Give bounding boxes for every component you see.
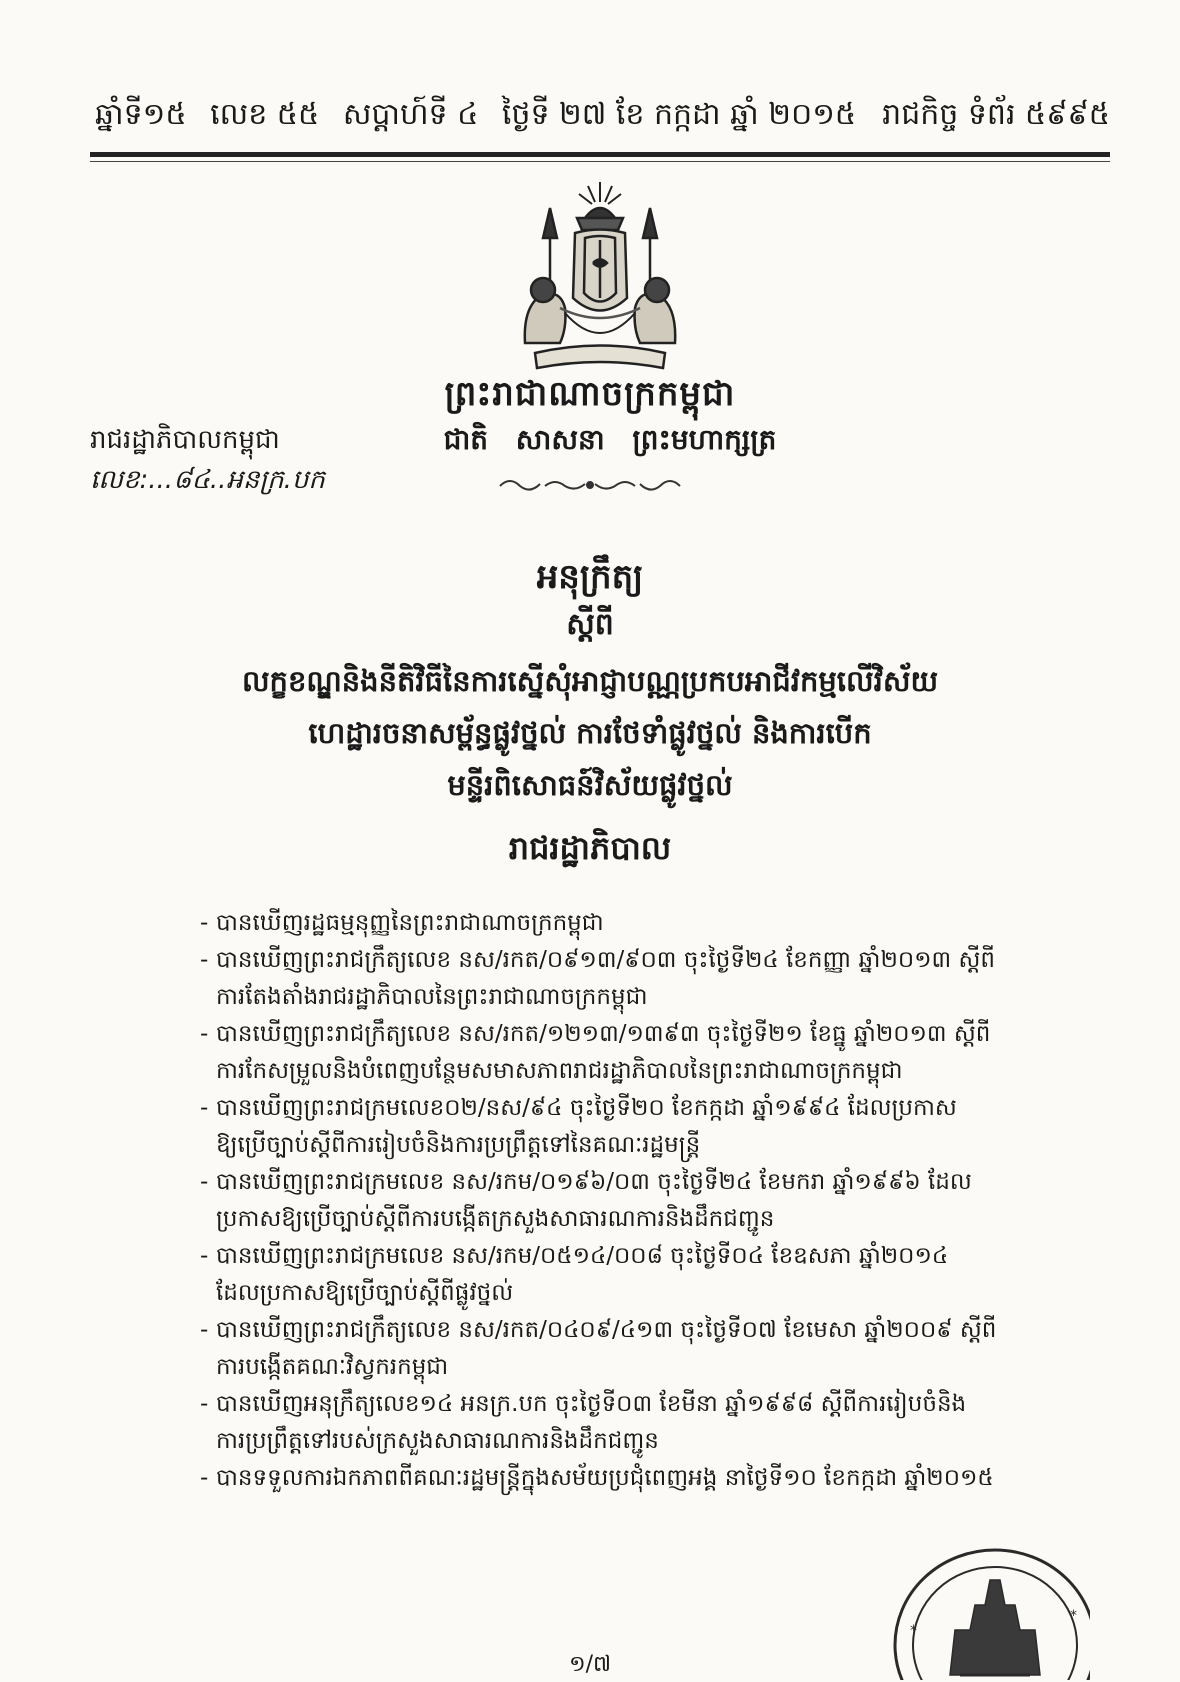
document-about: ស្តីពី — [566, 607, 614, 642]
recital-item — [200, 1238, 1025, 1312]
recital-line: ដែលប្រកាសឱ្យប្រើច្បាប់ស្តីពីផ្លូវថ្នល់ — [216, 1280, 514, 1306]
gazette-publication: រាជកិច្ច — [882, 97, 959, 132]
recital-item — [200, 1164, 1025, 1238]
gazette-date: ថ្ងៃទី ២៧ ខែ កក្កដា ឆ្នាំ ២០១៥ — [501, 97, 857, 132]
subject-line: ហេដ្ឋារចនាសម្ព័ន្ធផ្លូវថ្នល់ ការថែទាំផ្លូវថ្នល់ និងការបើក — [308, 716, 872, 750]
svg-text:*: * — [1070, 1608, 1077, 1624]
recital-item — [200, 1016, 1025, 1090]
motto-nation: ជាតិ — [443, 423, 489, 456]
gazette-issue-info — [95, 95, 870, 139]
header-rule — [90, 152, 1110, 157]
recital-line: ការតែងតាំងរាជរដ្ឋាភិបាលនៃព្រះរាជាណាចក្រកម្ពុជា — [216, 984, 648, 1010]
subject-line: លក្ខខណ្ឌនិងនីតិវិធីនៃការស្នើសុំអាជ្ញាបណ្ណប្រកបអាជីវកម្មលើវិស័យ — [241, 664, 939, 698]
gazette-issue: លេខ ៥៥ — [210, 97, 320, 132]
gazette-page: ទំព័រ ៥៩៩៥ — [967, 97, 1110, 132]
recital-item — [200, 942, 1025, 1016]
recital-item — [200, 1460, 1025, 1497]
page-number: ១/៧ — [568, 1652, 612, 1677]
recital-item — [200, 1312, 1025, 1386]
recital-line: - បានឃើញអនុក្រឹត្យលេខ១៤ អនក្រ.បក ចុះថ្ងៃទី០៣ ខែមីនា ឆ្នាំ១៩៩៨ ស្តីពីការរៀបចំនិង — [216, 1391, 967, 1417]
recital-line: - បានឃើញព្រះរាជក្រឹត្យលេខ នស/រកត/០៩១៣/៩០៣ ចុះថ្ងៃទី២៤ ខែកញ្ញា ឆ្នាំ២០១៣ ស្តីពី — [216, 947, 996, 973]
recital-line: - បានឃើញព្រះរាជក្រឹត្យលេខ នស/រកត/១២១៣/១៣៩៣ ចុះថ្ងៃទី២១ ខែធ្នូ ឆ្នាំ២០១៣ ស្តីពី — [216, 1021, 991, 1047]
header-rule-thin — [90, 161, 1110, 162]
national-motto — [0, 422, 1180, 463]
recital-line: - បានឃើញព្រះរាជក្រមលេខ នស/រកម/០១៩៦/០៣ ចុះថ្ងៃទី២៤ ខែមករា ឆ្នាំ១៩៩៦ ដែល — [216, 1169, 972, 1195]
document-type: អនុក្រឹត្យ — [536, 557, 644, 597]
svg-text:*: * — [910, 1623, 917, 1639]
recital-item — [200, 1090, 1025, 1164]
recital-line: ប្រកាសឱ្យប្រើច្បាប់ស្តីពីការបង្កើតក្រសួងសាធារណការនិងដឹកជញ្ជូន — [216, 1206, 775, 1232]
recital-line: ការបង្កើតគណៈវិស្វករកម្ពុជា — [216, 1354, 449, 1380]
kingdom-title: ព្រះរាជាណាចក្រកម្ពុជា — [444, 374, 736, 414]
recital-item — [200, 1386, 1025, 1460]
subject-line: មន្ទីរពិសោធន៍វិស័យផ្លូវថ្នល់ — [447, 768, 733, 802]
recitals-list — [200, 905, 1025, 1497]
gazette-page-info — [882, 95, 1110, 139]
gazette-year: ឆ្នាំទី១៥ — [95, 97, 187, 132]
recital-line: - បានទទួលការឯកភាពពីគណៈរដ្ឋមន្ត្រីក្នុងសម័យប្រជុំពេញអង្គ នាថ្ងៃទី១០ ខែកក្កដា ឆ្នាំ២០១៥ — [216, 1465, 994, 1491]
recital-line: - បានឃើញព្រះរាជក្រឹត្យលេខ នស/រកត/០៤០៩/៤១៣ ចុះថ្ងៃទី០៧ ខែមេសា ឆ្នាំ២០០៩ ស្តីពី — [216, 1317, 997, 1343]
recital-line: - បានឃើញព្រះរាជក្រមលេខ នស/រកម/០៥១៤/០០៨ ចុះថ្ងៃទី០៤ ខែឧសភា ឆ្នាំ២០១៤ — [216, 1243, 949, 1269]
document-subject — [120, 655, 1060, 811]
ornament-divider-icon — [490, 474, 690, 496]
gazette-week: សប្តាហ៍ទី ៤ — [342, 97, 479, 132]
ministry-name: រាជរដ្ឋាភិបាលកម្ពុជា — [90, 425, 280, 455]
recital-line: ការកែសម្រួលនិងបំពេញបន្ថែមសមាសភាពរាជរដ្ឋាភិបាលនៃព្រះរាជាណាចក្រកម្ពុជា — [216, 1058, 903, 1084]
recital-line: ឱ្យប្រើច្បាប់ស្តីពីការរៀបចំនិងការប្រព្រឹត្តទៅនៃគណៈរដ្ឋមន្ត្រី — [216, 1132, 701, 1158]
gazette-header — [95, 95, 1110, 139]
recital-line: - បានឃើញព្រះរាជក្រមលេខ០២/នស/៩៤ ចុះថ្ងៃទី២០ ខែកក្កដា ឆ្នាំ១៩៩៤ ដែលប្រកាស — [216, 1095, 957, 1121]
motto-religion: សាសនា — [515, 423, 605, 456]
motto-king: ព្រះមហាក្សត្រ — [632, 423, 777, 456]
recital-item — [200, 905, 1025, 942]
reference-number: លេខ:...៨៤..អនក្រ.បក — [90, 465, 325, 495]
recital-line: - បានឃើញរដ្ឋធម្មនុញ្ញនៃព្រះរាជាណាចក្រកម្ពុជា — [216, 910, 604, 936]
royal-arms-of-cambodia-icon — [505, 178, 695, 373]
recital-line: ការប្រព្រឹត្តទៅរបស់ក្រសួងសាធារណការនិងដឹកជញ្ជូន — [216, 1428, 659, 1454]
issuing-authority: រាជរដ្ឋាភិបាល — [508, 829, 672, 867]
